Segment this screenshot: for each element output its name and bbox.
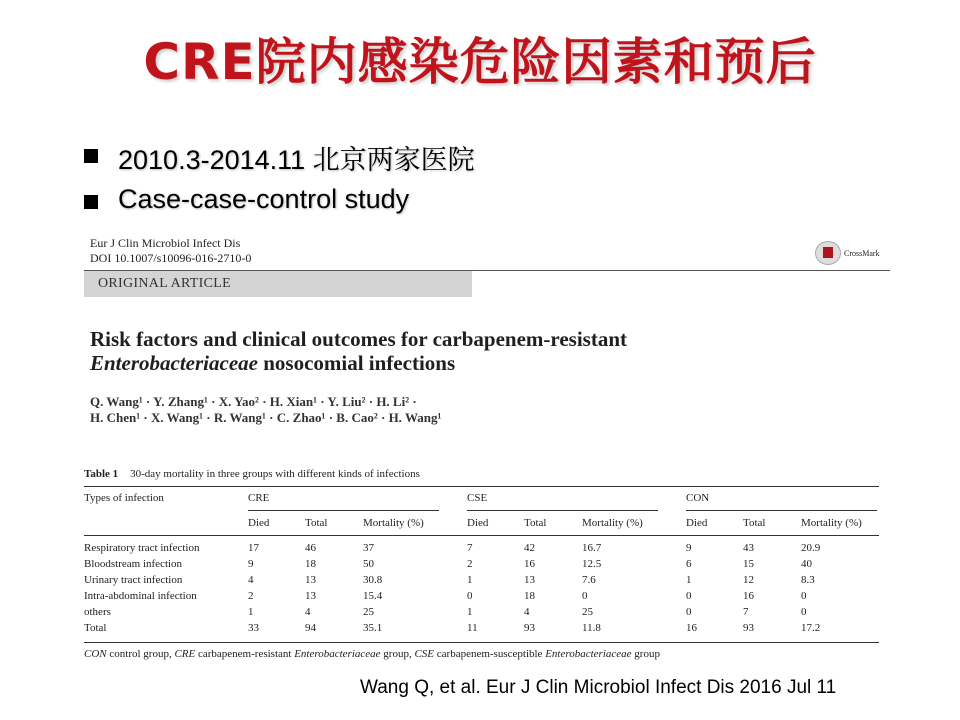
table-cell: 35.1 [363, 622, 383, 634]
table-row-label: Intra-abdominal infection [84, 590, 197, 602]
table-cell: 25 [363, 606, 374, 618]
table-cell: 4 [305, 606, 311, 618]
table-cell: 0 [467, 590, 473, 602]
table-cell: 0 [801, 606, 807, 618]
table-cell: 1 [467, 606, 473, 618]
table-cell: 46 [305, 542, 316, 554]
table-cell: 16.7 [582, 542, 602, 554]
bullet-text: 2010.3-2014.11 北京两家医院 [118, 145, 475, 175]
table-cell: 33 [248, 622, 259, 634]
doi: DOI 10.1007/s10096-016-2710-0 [90, 251, 252, 265]
table-top-rule [84, 486, 879, 487]
table-cell: 42 [524, 542, 535, 554]
table-cell: 30.8 [363, 574, 383, 586]
group-rule [248, 510, 439, 511]
group-header: CON [686, 492, 710, 504]
table-cell: 16 [686, 622, 697, 634]
group-header: CSE [467, 492, 488, 504]
table-cell: 17.2 [801, 622, 821, 634]
table-cell: 94 [305, 622, 316, 634]
table-row-label: Respiratory tract infection [84, 542, 200, 554]
table-cell: 13 [524, 574, 535, 586]
paper-title [90, 327, 627, 375]
article-type: ORIGINAL ARTICLE [98, 276, 231, 291]
sub-header: Died [467, 517, 489, 529]
table-cell: 17 [248, 542, 259, 554]
table-cell: 2 [467, 558, 473, 570]
table-cell: 15 [743, 558, 754, 570]
table-cell: 25 [582, 606, 593, 618]
sub-header: Died [686, 517, 708, 529]
table-cell: 13 [305, 590, 316, 602]
sub-header: Total [524, 517, 547, 529]
table-cell: 0 [582, 590, 588, 602]
sub-header: Mortality (%) [801, 517, 862, 529]
table-cell: 12.5 [582, 558, 602, 570]
paper-title-rest: nosocomial infections [257, 351, 456, 375]
table-row-label: Urinary tract infection [84, 574, 183, 586]
footnote-text: carbapenem-resistant [195, 648, 295, 660]
table-cell: 18 [305, 558, 316, 570]
sub-header: Mortality (%) [363, 517, 424, 529]
paper-excerpt [84, 236, 890, 666]
table-cell: 50 [363, 558, 374, 570]
table-cell: 93 [524, 622, 535, 634]
table-cell: 15.4 [363, 590, 383, 602]
table-bottom-rule [84, 642, 879, 643]
header-bottom-rule [84, 535, 879, 536]
table-cell: 4 [524, 606, 530, 618]
bullet-text: Case-case-control study [118, 184, 410, 214]
table-cell: 1 [248, 606, 254, 618]
square-bullet-icon [84, 149, 98, 163]
group-header: CRE [248, 492, 270, 504]
table-cell: 2 [248, 590, 254, 602]
authors [90, 394, 441, 426]
citation: Wang Q, et al. Eur J Clin Microbiol Infect Dis 2016 Jul 11 [360, 677, 837, 698]
crossmark-icon [815, 241, 841, 265]
journal-info [90, 236, 251, 266]
table-cell: 0 [801, 590, 807, 602]
table-cell: 7 [743, 606, 749, 618]
slide-title: CRE院内感染危险因素和预后 [143, 33, 817, 91]
article-type-band [84, 271, 472, 297]
table-cell: 93 [743, 622, 754, 634]
table-cell: 12 [743, 574, 754, 586]
group-rule [467, 510, 658, 511]
table-cell: 7 [467, 542, 473, 554]
table-caption-text: 30-day mortality in three groups with different kinds of infections [130, 468, 420, 480]
footnote-abbr: CON [84, 648, 107, 660]
sub-header: Total [305, 517, 328, 529]
table-row-label: others [84, 606, 111, 618]
table-cell: 1 [467, 574, 473, 586]
footnote-text: control group, [106, 648, 175, 660]
table-cell: 40 [801, 558, 812, 570]
footnote-italic: Enterobacteriaceae [545, 648, 632, 660]
footnote-abbr: CSE [414, 648, 435, 660]
paper-title-italic: Enterobacteriaceae [90, 351, 258, 375]
group-rule [686, 510, 877, 511]
square-bullet-icon [84, 195, 98, 209]
table-cell: 11 [467, 622, 478, 634]
table-cell: 37 [363, 542, 374, 554]
table-cell: 0 [686, 590, 692, 602]
footnote-text: group, [380, 648, 415, 660]
footnote-text: carbapenem-susceptible [434, 648, 546, 660]
journal-name: Eur J Clin Microbiol Infect Dis [90, 236, 241, 250]
table-cell: 7.6 [582, 574, 596, 586]
table-row-label: Bloodstream infection [84, 558, 183, 570]
table-cell: 43 [743, 542, 754, 554]
table-cell: 8.3 [801, 574, 815, 586]
table-cell: 16 [524, 558, 535, 570]
crossmark-label: CrossMark [844, 248, 880, 258]
sub-header: Total [743, 517, 766, 529]
authors-line2: H. Chen¹ · X. Wang¹ · R. Wang¹ · C. Zhao¹ · B. Cao² · H. Wang¹ [90, 410, 442, 425]
paper-title-line2 [90, 351, 627, 375]
footnote-italic: Enterobacteriaceae [294, 648, 381, 660]
table-cell: 6 [686, 558, 692, 570]
paper-title-line1: Risk factors and clinical outcomes for carbapenem-resistant [90, 327, 627, 351]
table-cell: 1 [686, 574, 692, 586]
table-cell: 9 [248, 558, 254, 570]
table-cell: 16 [743, 590, 754, 602]
sub-header: Died [248, 517, 270, 529]
footnote-abbr: CRE [174, 648, 196, 660]
footnote-text: group [631, 648, 660, 660]
column-header: Types of infection [84, 492, 164, 504]
table-cell: 4 [248, 574, 254, 586]
table-row-label: Total [84, 622, 107, 634]
table-caption [84, 468, 420, 480]
crossmark-badge [812, 241, 880, 265]
table-cell: 11.8 [582, 622, 601, 634]
table-cell: 20.9 [801, 542, 821, 554]
table-cell: 9 [686, 542, 692, 554]
sub-header: Mortality (%) [582, 517, 643, 529]
table-cell: 13 [305, 574, 316, 586]
table-cell: 0 [686, 606, 692, 618]
table-cell: 18 [524, 590, 535, 602]
table-label: Table 1 [84, 468, 119, 480]
table-footnote [84, 648, 660, 660]
authors-line1: Q. Wang¹ · Y. Zhang¹ · X. Yao² · H. Xian¹ · Y. Liu² · H. Li² · [90, 394, 417, 409]
